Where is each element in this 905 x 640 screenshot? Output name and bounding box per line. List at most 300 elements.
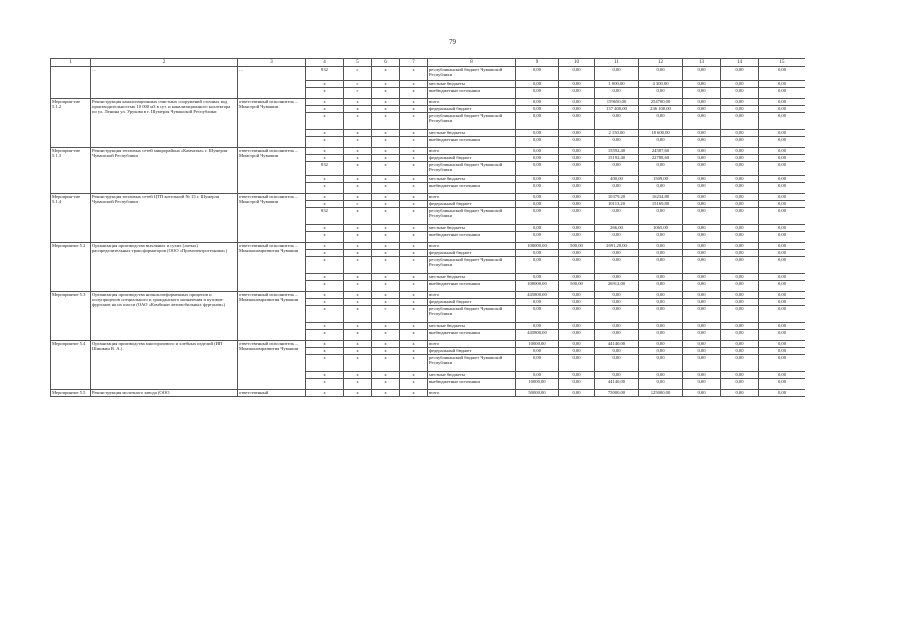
funding-source-cell: местные бюджеты bbox=[428, 225, 516, 232]
budget-code-cell: х bbox=[306, 372, 344, 379]
activity-description-cell: Организация производства низкоплатформенных прицепов и полуприцепов специального и гражданского назначения и кузовов-фургонов на их шасси (ОАО «Комбинат автомобильных фургонов») bbox=[91, 292, 238, 341]
amount-cell: 0,00 bbox=[639, 257, 683, 274]
amount-cell: 0,00 bbox=[759, 183, 806, 194]
amount-cell: 0,00 bbox=[721, 292, 759, 299]
header-col-8: 8 bbox=[428, 59, 516, 67]
budget-code-cell: х bbox=[372, 162, 400, 176]
amount-cell: 0,00 bbox=[759, 88, 806, 99]
amount-cell: 0,00 bbox=[759, 292, 806, 299]
budget-code-cell: х bbox=[372, 281, 400, 292]
amount-cell: 0,00 bbox=[721, 355, 759, 372]
amount-cell: 0,00 bbox=[559, 341, 595, 348]
amount-cell: 0,00 bbox=[683, 81, 721, 88]
budget-code-cell: х bbox=[400, 250, 428, 257]
budget-code-cell: х bbox=[400, 323, 428, 330]
budget-code-cell: х bbox=[400, 183, 428, 194]
amount-cell: 0,00 bbox=[683, 137, 721, 148]
amount-cell: 0,00 bbox=[595, 257, 639, 274]
amount-cell: 445800,00 bbox=[516, 292, 559, 299]
budget-code-cell: х bbox=[306, 243, 344, 250]
page-number: 79 bbox=[449, 38, 456, 46]
amount-cell: 0,00 bbox=[683, 348, 721, 355]
amount-cell: 0,00 bbox=[639, 243, 683, 250]
budget-code-cell: х bbox=[344, 99, 372, 106]
amount-cell: 0,00 bbox=[559, 176, 595, 183]
amount-cell: 0,00 bbox=[559, 208, 595, 225]
executor-cell: ответственный исполнитель – Минэкономразвития Чувашии bbox=[238, 243, 306, 292]
amount-cell: 0,00 bbox=[559, 130, 595, 137]
funding-source-cell: всего bbox=[428, 292, 516, 299]
budget-code-cell: х bbox=[306, 274, 344, 281]
amount-cell: 0,00 bbox=[559, 67, 595, 81]
activity-code-cell: Мероприя-тие 5.1.3 bbox=[51, 148, 91, 194]
amount-cell: 0,00 bbox=[683, 99, 721, 106]
table-row bbox=[51, 194, 806, 201]
amount-cell: 0,00 bbox=[559, 225, 595, 232]
amount-cell: 0,00 bbox=[516, 208, 559, 225]
amount-cell: 266,00 bbox=[595, 225, 639, 232]
budget-code-cell: х bbox=[306, 379, 344, 390]
budget-code-cell: х bbox=[400, 372, 428, 379]
amount-cell: 0,00 bbox=[639, 379, 683, 390]
amount-cell: 0,00 bbox=[721, 250, 759, 257]
amount-cell: 0,00 bbox=[559, 323, 595, 330]
header-col-15: 15 bbox=[759, 59, 806, 67]
amount-cell: 0,00 bbox=[516, 67, 559, 81]
funding-source-cell: внебюджетные источники bbox=[428, 281, 516, 292]
budget-code-cell: г bbox=[344, 81, 372, 88]
amount-cell: 0,00 bbox=[595, 208, 639, 225]
amount-cell: 0,00 bbox=[721, 390, 759, 397]
amount-cell: 0,00 bbox=[683, 355, 721, 372]
budget-code-cell: х bbox=[400, 243, 428, 250]
table-row bbox=[51, 148, 806, 155]
amount-cell: 4 300,00 bbox=[639, 81, 683, 88]
header-col-3: 3 bbox=[238, 59, 306, 67]
amount-cell: 0,00 bbox=[721, 81, 759, 88]
budget-code-cell: х bbox=[372, 81, 400, 88]
activity-description-cell: Реконструкция тепловых сетей микрорайона «Камчатка» г. Шумерля Чувашской Республики bbox=[91, 148, 238, 194]
header-col-7: 7 bbox=[400, 59, 428, 67]
amount-cell: 0,00 bbox=[559, 81, 595, 88]
amount-cell: 0,00 bbox=[759, 201, 806, 208]
amount-cell: 0,00 bbox=[759, 250, 806, 257]
budget-code-cell: х bbox=[344, 299, 372, 306]
amount-cell: 0,00 bbox=[759, 281, 806, 292]
amount-cell: 0,00 bbox=[759, 323, 806, 330]
amount-cell: 0,00 bbox=[516, 201, 559, 208]
funding-source-cell: федеральный бюджет bbox=[428, 299, 516, 306]
budget-code-cell: х bbox=[306, 176, 344, 183]
amount-cell: 0,00 bbox=[683, 148, 721, 155]
amount-cell: 0,00 bbox=[759, 194, 806, 201]
amount-cell: 100000,00 bbox=[516, 281, 559, 292]
amount-cell: 0,00 bbox=[559, 372, 595, 379]
amount-cell: 0,00 bbox=[516, 194, 559, 201]
funding-source-cell: всего bbox=[428, 99, 516, 106]
funding-source-cell: внебюджетные источники bbox=[428, 88, 516, 99]
amount-cell: 0,00 bbox=[516, 257, 559, 274]
amount-cell: 0,00 bbox=[683, 306, 721, 323]
budget-code-cell: х bbox=[400, 194, 428, 201]
budget-code-cell: х bbox=[400, 155, 428, 162]
amount-cell: 10113,20 bbox=[595, 201, 639, 208]
amount-cell: 0,00 bbox=[759, 243, 806, 250]
amount-cell: 0,00 bbox=[683, 330, 721, 341]
amount-cell: 0,00 bbox=[559, 137, 595, 148]
amount-cell: 0,00 bbox=[721, 232, 759, 243]
amount-cell: 0,00 bbox=[559, 113, 595, 130]
amount-cell: 0,00 bbox=[721, 379, 759, 390]
executor-cell: ответственный исполнитель – Минстрой Чувашии bbox=[238, 194, 306, 243]
budget-code-cell: х bbox=[306, 330, 344, 341]
amount-cell: 0,00 bbox=[559, 330, 595, 341]
amount-cell: 0,00 bbox=[683, 379, 721, 390]
table-row bbox=[51, 292, 806, 299]
budget-code-cell: х bbox=[372, 274, 400, 281]
funding-source-cell: федеральный бюджет bbox=[428, 250, 516, 257]
funding-source-cell: местные бюджеты bbox=[428, 81, 516, 88]
budget-code-cell: х bbox=[344, 306, 372, 323]
amount-cell: 0,00 bbox=[683, 106, 721, 113]
amount-cell: 0,00 bbox=[683, 281, 721, 292]
amount-cell: 26912,00 bbox=[595, 281, 639, 292]
funding-source-cell: местные бюджеты bbox=[428, 372, 516, 379]
amount-cell: 125000,00 bbox=[639, 390, 683, 397]
budget-code-cell: х bbox=[372, 208, 400, 225]
budget-code-cell: х bbox=[372, 130, 400, 137]
amount-cell: 0,00 bbox=[759, 99, 806, 106]
amount-cell: 0,00 bbox=[595, 113, 639, 130]
amount-cell: 0,00 bbox=[721, 183, 759, 194]
funding-source-cell: всего bbox=[428, 194, 516, 201]
activity-code-cell: Мероприятие 5.5 bbox=[51, 390, 91, 397]
amount-cell: 0,00 bbox=[721, 67, 759, 81]
funding-source-cell: республиканский бюджет Чувашской Республики bbox=[428, 306, 516, 323]
budget-code-cell: х bbox=[344, 330, 372, 341]
budget-code-cell: х bbox=[400, 390, 428, 397]
budget-code-cell: х bbox=[306, 225, 344, 232]
header-col-2: 2 bbox=[91, 59, 238, 67]
header-col-11: 11 bbox=[595, 59, 639, 67]
budget-code-cell: х bbox=[372, 257, 400, 274]
budget-code-cell: х bbox=[372, 155, 400, 162]
budget-code-cell: х bbox=[344, 281, 372, 292]
amount-cell: 0,00 bbox=[721, 257, 759, 274]
amount-cell: 0,00 bbox=[595, 292, 639, 299]
amount-cell: 0,00 bbox=[639, 67, 683, 81]
amount-cell: 0,00 bbox=[683, 176, 721, 183]
amount-cell: 22788,60 bbox=[639, 155, 683, 162]
amount-cell: 15192,40 bbox=[595, 155, 639, 162]
budget-code-cell: х bbox=[306, 341, 344, 348]
header-col-1: 1 bbox=[51, 59, 91, 67]
amount-cell: 10000,00 bbox=[516, 379, 559, 390]
budget-code-cell: х bbox=[372, 232, 400, 243]
funding-source-cell: республиканский бюджет Чувашской Республики bbox=[428, 257, 516, 274]
amount-cell: 0,00 bbox=[683, 299, 721, 306]
amount-cell: 0,00 bbox=[559, 250, 595, 257]
amount-cell: 0,00 bbox=[559, 306, 595, 323]
amount-cell: 0,00 bbox=[721, 113, 759, 130]
budget-code-cell: х bbox=[306, 201, 344, 208]
amount-cell: 500,00 bbox=[559, 281, 595, 292]
amount-cell: 2691,20,00 bbox=[595, 243, 639, 250]
amount-cell: 0,00 bbox=[683, 232, 721, 243]
amount-cell: 0,00 bbox=[516, 299, 559, 306]
amount-cell: 0,00 bbox=[559, 99, 595, 106]
funding-source-cell: всего bbox=[428, 390, 516, 397]
activity-code-cell: Мероприя-тие 5.1.4 bbox=[51, 194, 91, 243]
executor-cell: … bbox=[238, 67, 306, 99]
funding-source-cell: всего bbox=[428, 243, 516, 250]
budget-code-cell: х bbox=[372, 243, 400, 250]
activity-code-cell bbox=[51, 67, 91, 99]
amount-cell: 0,00 bbox=[683, 372, 721, 379]
amount-cell: 0,00 bbox=[516, 99, 559, 106]
budget-code-cell: г bbox=[344, 201, 372, 208]
budget-code-cell: х bbox=[372, 137, 400, 148]
amount-cell: 0,00 bbox=[516, 106, 559, 113]
amount-cell: 0,00 bbox=[639, 341, 683, 348]
amount-cell: 0,00 bbox=[759, 330, 806, 341]
budget-code-cell: х bbox=[344, 390, 372, 397]
amount-cell: 0,00 bbox=[559, 106, 595, 113]
amount-cell: 0,00 bbox=[721, 348, 759, 355]
table-row bbox=[51, 341, 806, 348]
activity-code-cell: Мероприятие 5.3 bbox=[51, 292, 91, 341]
activity-description-cell: Организация производства многоразового и хлебных изделий (ИП Шишкин В. А.) bbox=[91, 341, 238, 390]
amount-cell: 0,00 bbox=[639, 330, 683, 341]
budget-code-cell: х bbox=[400, 99, 428, 106]
budget-code-cell: х bbox=[306, 232, 344, 243]
budget-code-cell: х bbox=[344, 106, 372, 113]
amount-cell: 0,00 bbox=[595, 88, 639, 99]
amount-cell: 0,00 bbox=[516, 162, 559, 176]
amount-cell: 0,00 bbox=[721, 201, 759, 208]
amount-cell: 0,00 bbox=[516, 323, 559, 330]
amount-cell: 0,00 bbox=[721, 208, 759, 225]
header-col-9: 9 bbox=[516, 59, 559, 67]
budget-code-cell: х bbox=[400, 201, 428, 208]
budget-code-cell: х bbox=[400, 176, 428, 183]
amount-cell: 0,00 bbox=[595, 162, 639, 176]
budget-code-cell: х bbox=[372, 355, 400, 372]
budget-code-cell: х bbox=[372, 225, 400, 232]
budget-code-cell: х bbox=[372, 67, 400, 81]
amount-cell: 0,00 bbox=[516, 306, 559, 323]
amount-cell: 0,00 bbox=[639, 88, 683, 99]
amount-cell: 0,00 bbox=[759, 306, 806, 323]
amount-cell: 0,00 bbox=[516, 274, 559, 281]
budget-code-cell: х bbox=[400, 306, 428, 323]
amount-cell: 0,00 bbox=[559, 162, 595, 176]
amount-cell: 0,00 bbox=[759, 372, 806, 379]
amount-cell: 0,00 bbox=[559, 155, 595, 162]
amount-cell: 0,00 bbox=[559, 88, 595, 99]
amount-cell: 0,00 bbox=[639, 183, 683, 194]
funding-source-cell: республиканский бюджет Чувашской Республики bbox=[428, 355, 516, 372]
funding-source-cell: внебюджетные источники bbox=[428, 137, 516, 148]
executor-cell: ответственный исполнитель – Минстрой Чувашии bbox=[238, 148, 306, 194]
budget-code-cell: х bbox=[372, 183, 400, 194]
amount-cell: 0,00 bbox=[759, 130, 806, 137]
amount-cell: 0,00 bbox=[759, 299, 806, 306]
executor-cell: ответственный bbox=[238, 390, 306, 397]
budget-code-cell: х bbox=[400, 162, 428, 176]
header-row bbox=[51, 59, 806, 67]
amount-cell: 0,00 bbox=[516, 355, 559, 372]
budget-code-cell: х bbox=[400, 81, 428, 88]
amount-cell: 0,00 bbox=[683, 257, 721, 274]
budget-code-cell: г bbox=[344, 88, 372, 99]
amount-cell: 50000,00 bbox=[516, 390, 559, 397]
budget-code-cell: х bbox=[344, 257, 372, 274]
budget-code-cell: х bbox=[344, 183, 372, 194]
amount-cell: 15169,80 bbox=[639, 201, 683, 208]
amount-cell: 0,00 bbox=[639, 372, 683, 379]
budget-code-cell: х bbox=[344, 194, 372, 201]
budget-code-cell: х bbox=[372, 292, 400, 299]
amount-cell: 0,00 bbox=[683, 113, 721, 130]
amount-cell: 0,00 bbox=[721, 274, 759, 281]
budget-code-cell: х bbox=[306, 299, 344, 306]
budget-code-cell: х bbox=[344, 292, 372, 299]
budget-code-cell: х bbox=[372, 113, 400, 130]
amount-cell: 0,00 bbox=[721, 225, 759, 232]
budget-code-cell: х bbox=[372, 341, 400, 348]
header-col-12: 12 bbox=[639, 59, 683, 67]
activity-description-cell: Организация производства masляных и сухих (литых) распределительных трансформаторов (ООО «Промэлектротехника») bbox=[91, 243, 238, 292]
amount-cell: 0,00 bbox=[516, 155, 559, 162]
funding-source-cell: всего bbox=[428, 341, 516, 348]
amount-cell: 0,00 bbox=[683, 323, 721, 330]
budget-code-cell: х bbox=[344, 379, 372, 390]
budget-code-cell: х bbox=[344, 341, 372, 348]
amount-cell: 0,00 bbox=[516, 148, 559, 155]
budget-code-cell: х bbox=[306, 323, 344, 330]
amount-cell: 0,00 bbox=[683, 183, 721, 194]
amount-cell: 24587,60 bbox=[639, 148, 683, 155]
amount-cell: 0,00 bbox=[559, 257, 595, 274]
budget-code-cell: х bbox=[344, 137, 372, 148]
budget-code-cell: х bbox=[400, 330, 428, 341]
budget-code-cell: х bbox=[400, 379, 428, 390]
amount-cell: 0,00 bbox=[759, 155, 806, 162]
amount-cell: 0,00 bbox=[559, 274, 595, 281]
amount-cell: 0,00 bbox=[759, 225, 806, 232]
amount-cell: 0,00 bbox=[639, 281, 683, 292]
budget-code-cell: х bbox=[400, 257, 428, 274]
budget-code-cell: х bbox=[306, 148, 344, 155]
budget-code-cell: х bbox=[372, 348, 400, 355]
amount-cell: 0,00 bbox=[559, 348, 595, 355]
amount-cell: 0,00 bbox=[759, 148, 806, 155]
amount-cell: 0,00 bbox=[559, 355, 595, 372]
amount-cell: 0,00 bbox=[595, 299, 639, 306]
budget-code-cell: х bbox=[372, 106, 400, 113]
budget-code-cell: х bbox=[400, 232, 428, 243]
amount-cell: 0,00 bbox=[759, 355, 806, 372]
budget-code-cell: х bbox=[344, 176, 372, 183]
budget-code-cell: х bbox=[400, 355, 428, 372]
amount-cell: 0,00 bbox=[516, 81, 559, 88]
activity-code-cell: Мероприятие 5.4 bbox=[51, 341, 91, 390]
amount-cell: 0,00 bbox=[759, 348, 806, 355]
amount-cell: 0,00 bbox=[721, 137, 759, 148]
amount-cell: 0,00 bbox=[683, 67, 721, 81]
budget-code-cell: 832 bbox=[306, 208, 344, 225]
budget-code-cell: х bbox=[306, 250, 344, 257]
header-col-4: 4 bbox=[306, 59, 344, 67]
amount-cell: 0,00 bbox=[639, 348, 683, 355]
activity-code-cell: Мероприятие 5.2 bbox=[51, 243, 91, 292]
activity-description-cell: … bbox=[91, 67, 238, 99]
amount-cell: 0,00 bbox=[639, 137, 683, 148]
budget-code-cell: х bbox=[400, 274, 428, 281]
budget-code-cell: х bbox=[344, 113, 372, 130]
budget-code-cell: х bbox=[344, 225, 372, 232]
amount-cell: 0,00 bbox=[721, 323, 759, 330]
funding-source-cell: федеральный бюджет bbox=[428, 155, 516, 162]
budget-code-cell: х bbox=[400, 281, 428, 292]
amount-cell: 0,00 bbox=[639, 232, 683, 243]
amount-cell: 0,00 bbox=[721, 243, 759, 250]
amount-cell: 0,00 bbox=[559, 299, 595, 306]
amount-cell: 0,00 bbox=[721, 299, 759, 306]
amount-cell: 0,00 bbox=[595, 348, 639, 355]
amount-cell: 0,00 bbox=[595, 355, 639, 372]
amount-cell: 254700,00 bbox=[639, 99, 683, 106]
amount-cell: 0,00 bbox=[595, 137, 639, 148]
budget-code-cell: х bbox=[372, 250, 400, 257]
funding-source-cell: федеральный бюджет bbox=[428, 201, 516, 208]
amount-cell: 236 100,00 bbox=[639, 106, 683, 113]
budget-code-cell: х bbox=[306, 348, 344, 355]
amount-cell: 0,00 bbox=[759, 67, 806, 81]
amount-cell: 0,00 bbox=[721, 99, 759, 106]
amount-cell: 0,00 bbox=[639, 250, 683, 257]
budget-code-cell: х bbox=[372, 299, 400, 306]
amount-cell: 0,00 bbox=[516, 225, 559, 232]
amount-cell: 0,00 bbox=[639, 208, 683, 225]
header-col-10: 10 bbox=[559, 59, 595, 67]
budget-code-cell: х bbox=[400, 130, 428, 137]
amount-cell: 157 400,00 bbox=[595, 106, 639, 113]
amount-cell: 0,00 bbox=[721, 341, 759, 348]
amount-cell: 0,00 bbox=[516, 348, 559, 355]
amount-cell: 0,00 bbox=[683, 225, 721, 232]
budget-code-cell: х bbox=[306, 306, 344, 323]
budget-code-cell: х bbox=[306, 137, 344, 148]
budget-code-cell: х bbox=[400, 67, 428, 81]
funding-source-cell: всего bbox=[428, 148, 516, 155]
budget-code-cell: х bbox=[400, 299, 428, 306]
budget-code-cell: х bbox=[306, 292, 344, 299]
amount-cell: 0,00 bbox=[759, 113, 806, 130]
amount-cell: 0,00 bbox=[759, 81, 806, 88]
amount-cell: 0,00 bbox=[639, 306, 683, 323]
budget-code-cell: х bbox=[372, 99, 400, 106]
amount-cell: 0,00 bbox=[683, 155, 721, 162]
budget-code-cell: х bbox=[306, 99, 344, 106]
amount-cell: 0,00 bbox=[595, 330, 639, 341]
amount-cell: 1509,00 bbox=[639, 176, 683, 183]
amount-cell: 0,00 bbox=[683, 201, 721, 208]
budget-code-cell: х bbox=[306, 130, 344, 137]
amount-cell: 0,00 bbox=[595, 323, 639, 330]
amount-cell: 0,00 bbox=[721, 306, 759, 323]
